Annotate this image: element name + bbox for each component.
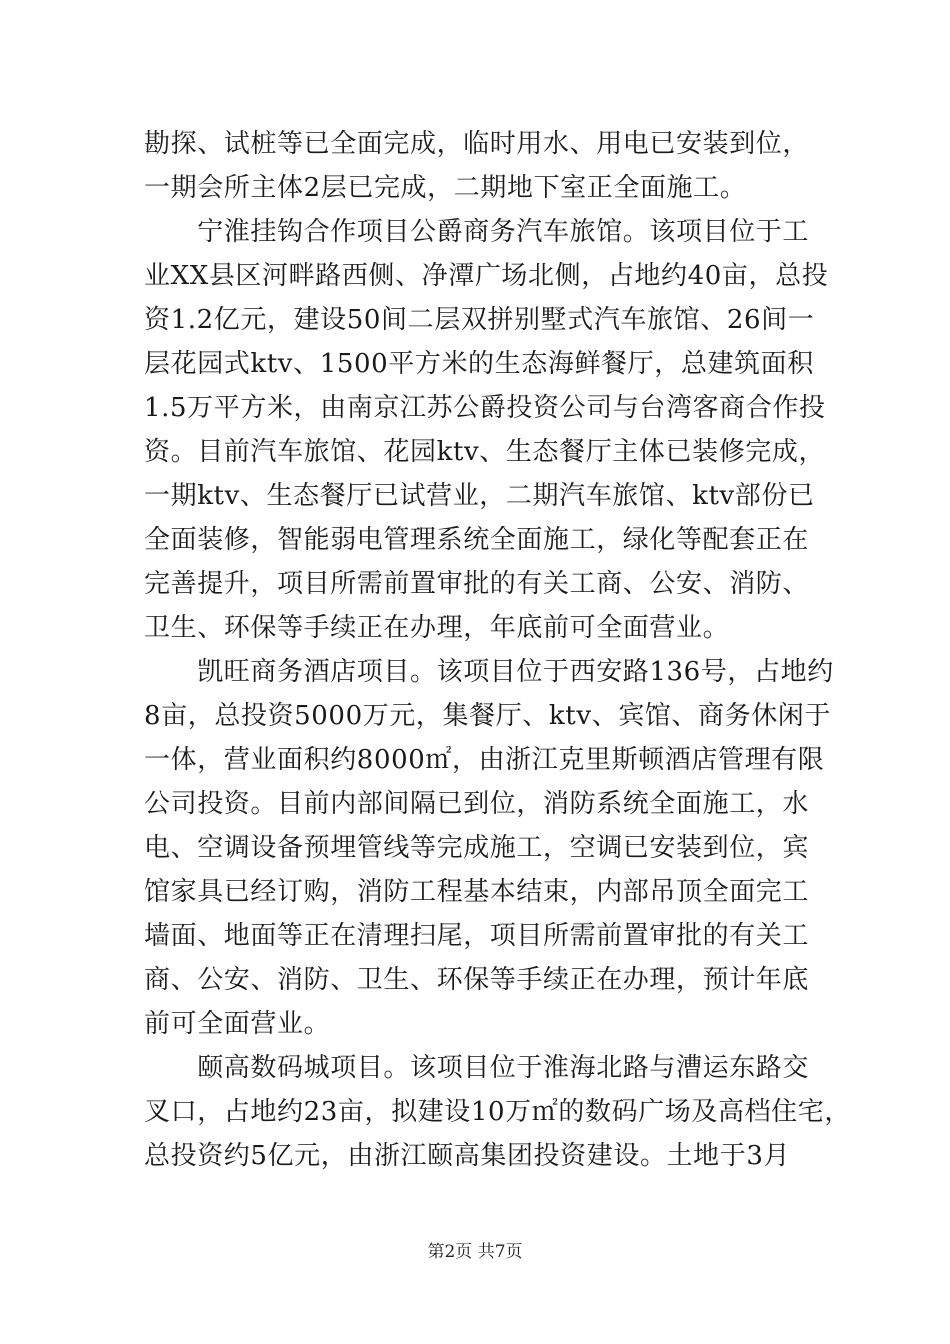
text-line: 资。目前汽车旅馆、花园ktv、生态餐厅主体已装修完成，	[144, 437, 826, 467]
text-line: 8亩，总投资5000万元，集餐厅、ktv、宾馆、商务休闲于	[144, 701, 832, 731]
text-line: 全面装修，智能弱电管理系统全面施工，绿化等配套正在	[144, 525, 810, 555]
text-line: 前可全面营业。	[144, 1009, 331, 1039]
text-line: 一期会所主体2层已完成，二期地下室正全面施工。	[144, 173, 747, 203]
text-line: 层花园式ktv、1500平方米的生态海鲜餐厅，总建筑面积	[144, 349, 814, 379]
text-line: 资1.2亿元，建设50间二层双拼别墅式汽车旅馆、26间一	[144, 305, 815, 335]
text-line: 电、空调设备预埋管线等完成施工，空调已安装到位，宾	[144, 833, 810, 863]
text-line: 1.5万平方米，由南京江苏公爵投资公司与台湾客商合作投	[144, 393, 826, 423]
text-line: 叉口，占地约23亩，拟建设10万㎡的数码广场及高档住宅，	[144, 1097, 851, 1127]
text-line: 公司投资。目前内部间隔已到位，消防系统全面施工，水	[144, 789, 810, 819]
text-line: 馆家具已经订购，消防工程基本结束，内部吊顶全面完工	[144, 877, 810, 907]
text-line: 业XX县区河畔路西侧、净潭广场北侧，占地约40亩，总投	[144, 261, 829, 291]
text-line: 总投资约5亿元，由浙江颐高集团投资建设。土地于3月	[144, 1141, 791, 1171]
text-line: 勘探、试桩等已全面完成，临时用水、用电已安装到位，	[144, 129, 810, 159]
text-line: 一体，营业面积约8000㎡，由浙江克里斯顿酒店管理有限	[144, 745, 825, 775]
text-line: 完善提升，项目所需前置审批的有关工商、公安、消防、	[144, 569, 810, 599]
text-line: 商、公安、消防、卫生、环保等手续正在办理，预计年底	[144, 965, 810, 995]
text-line: 墙面、地面等正在清理扫尾，项目所需前置审批的有关工	[144, 921, 810, 951]
text-line: 一期ktv、生态餐厅已试营业，二期汽车旅馆、ktv部份已	[144, 481, 815, 511]
text-line: 卫生、环保等手续正在办理，年底前可全面营业。	[144, 613, 730, 643]
page-number-footer: 第2页 共7页	[427, 1242, 523, 1262]
text-line: 颐高数码城项目。该项目位于淮海北路与漕运东路交	[144, 1053, 810, 1083]
text-line: 宁淮挂钩合作项目公爵商务汽车旅馆。该项目位于工	[144, 217, 810, 247]
text-line: 凯旺商务酒店项目。该项目位于西安路136号，占地约	[144, 657, 834, 687]
